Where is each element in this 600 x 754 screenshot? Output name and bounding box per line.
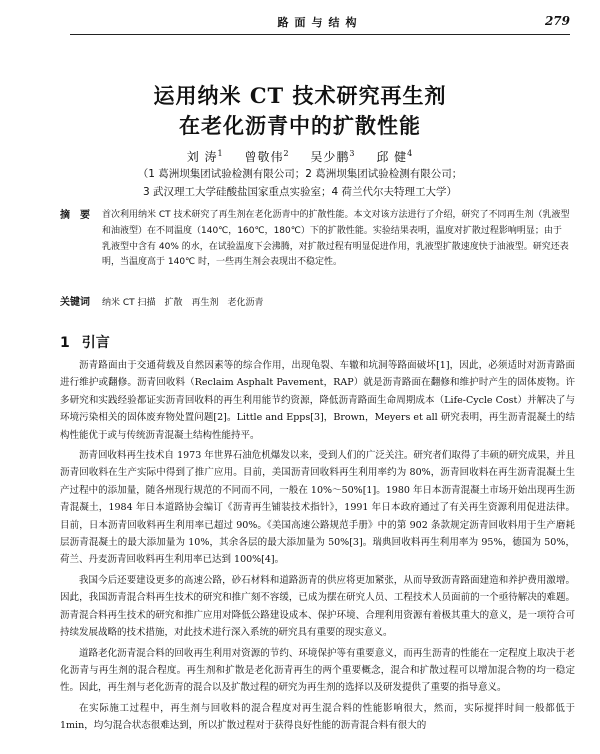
abstract-text: 首次利用纳米 CT 技术研究了再生剂在老化沥青中的扩散性能。本文对该方法进行了介绍，研究了不同再生剂（乳液型和油液型）在不同温度（140℃，160℃，180℃）下的扩散性能。实验结果表明，温度对扩散过程影响明显；由于乳液型中含有 40% 的水，在试验温度下会沸腾，对扩散过程有明显促进作用，乳液型扩散速度快于油液型。研究还表明，当温度高于 140℃ 时，一些再生剂会表现出不稳定性。: [102, 210, 570, 268]
page-number: 279: [544, 14, 570, 28]
paragraph: 沥青回收料再生技术自 1973 年世界石油危机爆发以来，受到人们的广泛关注。研究者们取得了丰硕的研究成果，并且沥青回收料在生产实际中得到了推广应用。目前，美国沥青回收料再生利用率约为 80%，沥青回收料在再生沥青混凝土生产过程中的添加量，随各州现行规范的不同而不同，一般在 10%～50%[1]。1980 年日本沥青混凝土市场开始出现再生沥青混凝土，1984 年日本道路协会编订《沥青再生铺装技术指针》，1991 年日本政府通过了有关再生资源利用促进法律。目前，日本沥青回收料再生利用率已超过 90%。《美国高速公路规范手册》中的第 902 条款规定沥青回收料用于生产磨耗层沥青混凝土的最大添加量为 10%，其余各层的最大添加量为 50%[3]。瑞典回收料再生利用率为 95%，德国为 50%，荷兰、丹麦沥青回收料再生利用率已达到 100%[4]。: [60, 450, 575, 566]
section-heading: [60, 332, 110, 352]
section-number: 1: [60, 335, 70, 351]
author-list: [0, 148, 600, 165]
paper-title-line-1: 运用纳米 CT 技术研究再生剂: [153, 83, 447, 108]
keywords-text: 纳米 CT 扫描 扩散 再生剂 老化沥青: [102, 298, 264, 308]
paragraph: 沥青路面由于交通荷载及自然因素等的综合作用，出现龟裂、车辙和坑洞等路面破坏[1]，因此，必须适时对沥青路面进行维护或翻修。沥青回收料（Reclaim Asphalt Pavement，RAP）就是沥青路面在翻修和维护时产生的固体废物。许多研究和实践经验都证实沥青回收料的再生利用能节约资源，降低沥青路面生命周期成本（Life-Cycle Cost）并解决了与环境污染相关的固体废弃物处置问题[2]。Little and Epps[3]，Brown，Meyers et all 研究表明，再生沥青混凝土的结构性能优于或与传统沥青混凝土结构性能持平。: [60, 360, 575, 441]
author: 吴少鹏$^3$: [310, 149, 356, 164]
keywords: [60, 293, 570, 308]
journal-name: 路面与结构: [277, 16, 363, 29]
affiliation-line-2: 3 武汉理工大学硅酸盐国家重点实验室；4 荷兰代尔夫特理工大学）: [142, 186, 458, 198]
body-text: [60, 357, 575, 735]
running-head: [70, 14, 570, 34]
abstract: [60, 208, 570, 271]
author: 刘 涛$^1$: [186, 149, 224, 164]
paragraph: 道路老化沥青混合料的回收再生利用对资源的节约、环境保护等有重要意义，而再生沥青的性能在一定程度上取决于老化沥青与再生剂的混合程度。再生剂和扩散是老化沥青再生的两个重要概念，混合和扩散过程可以增加混合物的均一稳定性。因此，再生剂与老化沥青的混合以及扩散过程的研究为再生剂的选择以及研发提供了重要的指导意义。: [60, 647, 575, 694]
keywords-label: 关键词: [60, 297, 90, 308]
paper-title-line-2: 在老化沥青中的扩散性能: [179, 113, 421, 138]
header-rule: [70, 34, 570, 35]
paragraph: 我国今后还要建设更多的高速公路，砂石材料和道路沥青的供应将更加紧张，从而导致沥青路面建造和养护费用激增。因此，我国沥青混合料再生技术的研究和推广刻不容缓，已成为摆在研究人员、工程技术人员面前的一个亟待解决的难题。沥青混合料再生技术的研究和推广应用对降低公路建设成本、保护环境、合理利用资源有着极其重大的意义，是一项符合可持续发展战略的技术措施，对此技术进行深入系统的研究具有重要的现实意义。: [60, 574, 575, 639]
section-title: 引言: [81, 335, 110, 351]
paragraph: 在实际施工过程中，再生剂与回收料的混合程度对再生混合料的性能影响很大，然而，实际搅拌时间一般都低于 1min，均匀混合状态很难达到，所以扩散过程对于获得良好性能的沥青混合料有很大的: [60, 702, 575, 732]
affiliation-line-1: （1 葛洲坝集团试验检测有限公司；2 葛洲坝集团试验检测有限公司；: [137, 168, 463, 180]
abstract-label: 摘 要: [60, 210, 90, 221]
author: 曾敬伟$^2$: [244, 149, 290, 164]
author: 邱 健$^4$: [376, 149, 414, 164]
